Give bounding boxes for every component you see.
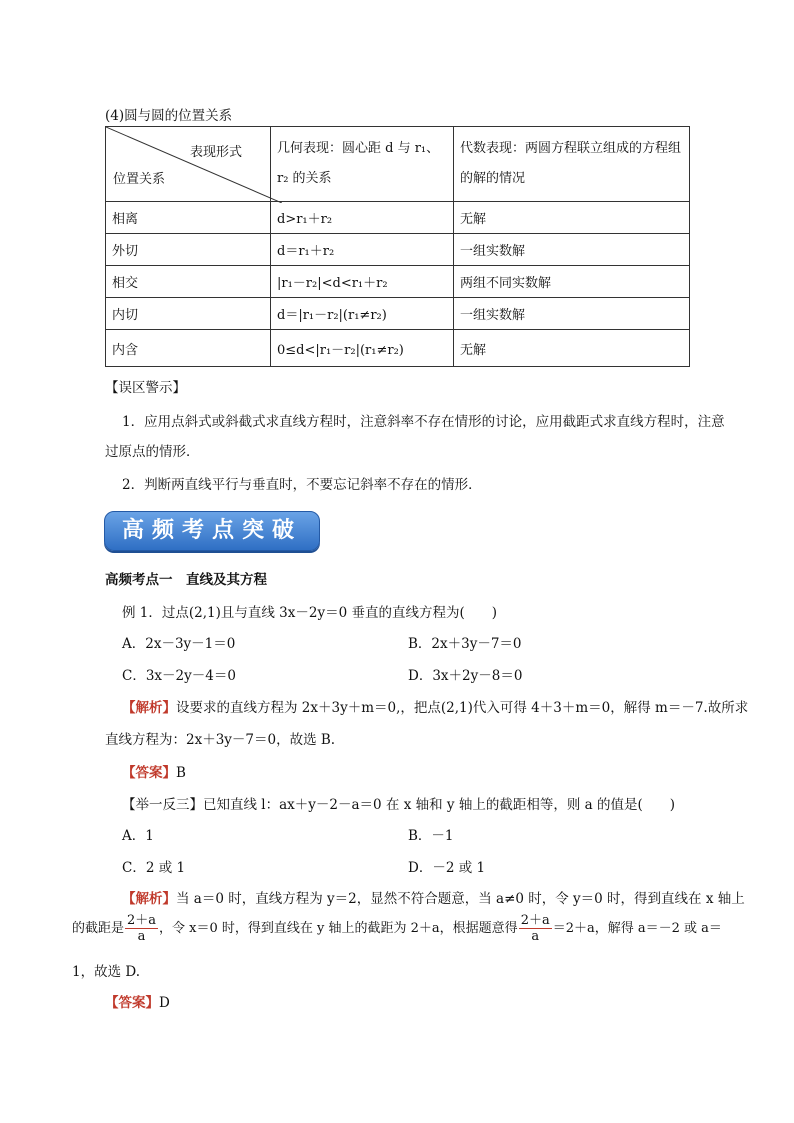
analysis-tag: 【解析】 (122, 700, 176, 716)
table-row (106, 330, 690, 367)
example1-option-c: C．3x－2y－4＝0 (122, 668, 236, 684)
relation-geo: d＝r₁＋r₂ (271, 234, 454, 266)
example2-analysis-line2 (72, 914, 722, 943)
relation-geo: 0≤d<|r₁－r₂|(r₁≠r₂) (271, 330, 454, 367)
relation-name: 外切 (106, 234, 271, 266)
answer-value: D (159, 995, 170, 1011)
example2-option-c: C．2 或 1 (122, 860, 186, 876)
warning-item2: 2．判断两直线平行与垂直时，不要忘记斜率不存在的情形． (122, 477, 482, 493)
analysis-tag: 【解析】 (122, 891, 176, 907)
fraction-numerator: 2＋a (127, 913, 157, 928)
table-row (106, 298, 690, 330)
relation-geo: |r₁－r₂|<d<r₁＋r₂ (271, 266, 454, 298)
fraction (519, 914, 552, 943)
circle-relation-table (105, 126, 690, 367)
example2-option-d: D．－2 或 1 (408, 860, 486, 876)
analysis-text: ＝2＋a，解得 a＝－2 或 a＝ (552, 921, 722, 936)
example1-option-d: D．3x＋2y－8＝0 (408, 668, 523, 684)
table-row (106, 266, 690, 298)
header-top-label: 表现形式 (189, 145, 242, 160)
relation-alg: 一组实数解 (454, 234, 690, 266)
relation-alg: 一组实数解 (454, 298, 690, 330)
example2-analysis-line1 (122, 887, 745, 907)
warning-title: 【误区警示】 (105, 380, 186, 396)
example2-question: 【举一反三】已知直线 l：ax＋y－2－a＝0 在 x 轴和 y 轴上的截距相等，则 a 的值是( ) (122, 797, 675, 813)
fraction-denominator: a (137, 929, 146, 944)
relation-name: 相交 (106, 266, 271, 298)
table-row (106, 202, 690, 234)
relation-alg: 两组不同实数解 (454, 266, 690, 298)
fraction (125, 914, 158, 943)
relation-name: 内含 (106, 330, 271, 367)
col2-header: 几何表现：圆心距 d 与 r₁、r₂ 的关系 (271, 127, 454, 202)
answer-tag: 【答案】 (122, 765, 176, 781)
answer-tag: 【答案】 (105, 995, 159, 1011)
example1-option-a: A．2x－3y－1＝0 (122, 636, 236, 652)
warning-item1-line2: 过原点的情形． (105, 444, 200, 460)
answer-value: B (176, 765, 186, 781)
diagonal-line (106, 127, 282, 203)
col3-header: 代数表现：两圆方程联立组成的方程组的解的情况 (454, 127, 690, 202)
section-title: (4)圆与圆的位置关系 (105, 108, 233, 124)
relation-alg: 无解 (454, 202, 690, 234)
example1-analysis-line2: 直线方程为：2x＋3y－7＝0，故选 B. (105, 732, 336, 748)
analysis-text: 的截距是 (72, 921, 125, 936)
table-corner-cell (106, 127, 271, 202)
relation-name: 内切 (106, 298, 271, 330)
fraction-denominator: a (531, 929, 540, 944)
example2-option-a: A．1 (122, 828, 154, 844)
relation-geo: d＝|r₁－r₂|(r₁≠r₂) (271, 298, 454, 330)
table-row (106, 234, 690, 266)
warning-item1-line1: 1．应用点斜式或斜截式求直线方程时，注意斜率不存在情形的讨论，应用截距式求直线方程时，注意 (122, 414, 725, 430)
relation-geo: d>r₁＋r₂ (271, 202, 454, 234)
analysis-text: 当 a＝0 时，直线方程为 y＝2，显然不符合题意，当 a≠0 时，令 y＝0 时，得到直线在 x 轴上 (176, 891, 745, 907)
analysis-text: ，令 x＝0 时，得到直线在 y 轴上的截距为 2＋a，根据题意得 (159, 921, 518, 936)
header-bottom-label: 位置关系 (113, 172, 166, 187)
topic-heading: 高频考点一 直线及其方程 (105, 572, 267, 588)
example2-option-b: B．－1 (408, 828, 454, 844)
example2-analysis-line3: 1，故选 D. (72, 964, 141, 980)
example1-option-b: B．2x＋3y－7＝0 (408, 636, 522, 652)
section-banner: 高频考点突破 (104, 511, 320, 551)
relation-alg: 无解 (454, 330, 690, 367)
fraction-numerator: 2＋a (520, 913, 550, 928)
example2-answer (105, 991, 170, 1011)
example1-analysis-line1 (122, 696, 748, 716)
analysis-text: 设要求的直线方程为 2x＋3y＋m＝0,，把点(2,1)代入可得 4＋3＋m＝0，解得 m＝－7.故所求 (176, 700, 749, 716)
relation-name: 相离 (106, 202, 271, 234)
example1-answer (122, 761, 186, 781)
example1-question: 例 1．过点(2,1)且与直线 3x－2y＝0 垂直的直线方程为( ) (122, 605, 498, 621)
